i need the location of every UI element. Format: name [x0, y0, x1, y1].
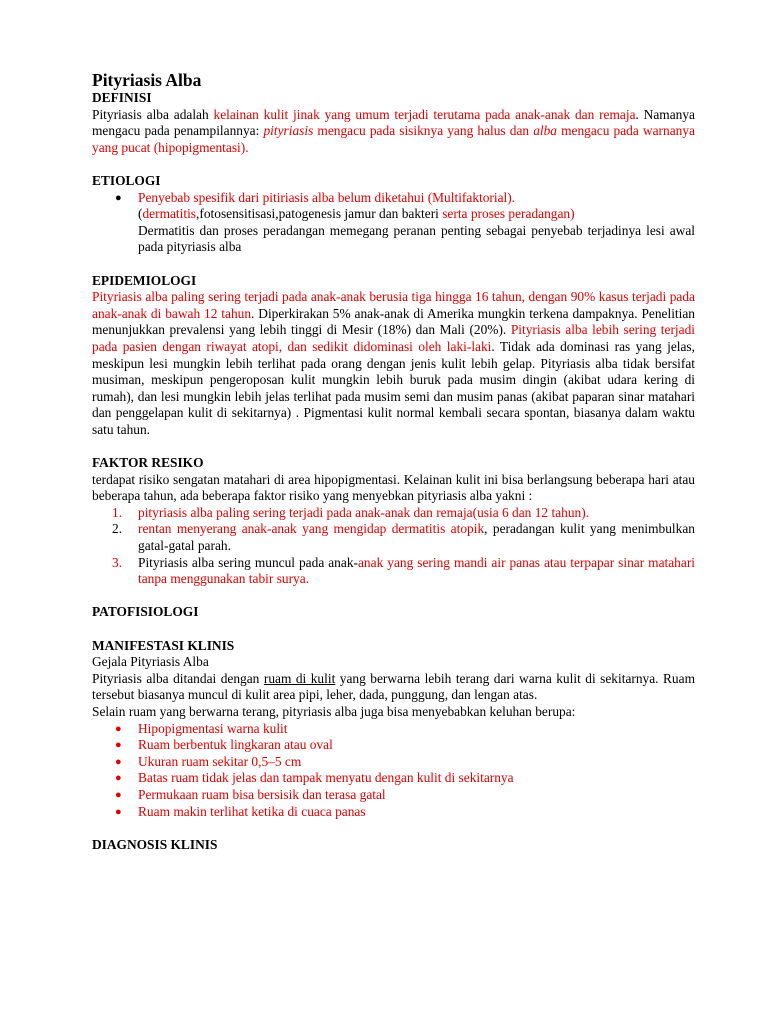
ruam-di-kulit-link[interactable]: ruam di kulit [263, 670, 336, 686]
etiologi-l2b: dermatitis [142, 206, 197, 222]
list-item [92, 770, 695, 787]
etiologi-list [92, 190, 695, 207]
manifestasi-list [92, 721, 695, 821]
epidemiologi-text-2: . Diperkirakan 5% anak-anak di Amerika mungkin terkena dampaknya. Penelitian menunjukkan prevalensi yang lebih tinggi di Mesir (18%) dan Mali (20%). [92, 305, 695, 338]
definisi-text-5: mengacu pada sisiknya yang halus dan [313, 123, 534, 139]
epidemiologi-text-3: Pityriasis alba lebih sering terjadi pada pasien dengan riwayat atopi, dan sedikit didominasi oleh laki-laki [92, 322, 695, 354]
list-number: 1. [112, 504, 123, 520]
manifestasi-bullet-text: Ukuran ruam sekitar 0,5–5 cm [138, 753, 302, 769]
epidemiologi-paragraph [92, 289, 695, 438]
epidemiologi-text-4: . Tidak ada dominasi ras yang jelas, meskipun lesi mungkin lebih terlihat pada orang dengan jenis kulit lebih gelap. Pityriasis alba tidak bersifat musiman, meskipun pengeroposan kulit mungkin lebih buruk pada musim dingin (akibat udara kering di rumah), dan lesi mungkin lebih jelas terlihat pada musim semi dan musim panas (akibat paparan sinar matahari dan penggelapan kulit di sekitarnya) . Pigmentasi kulit normal kembali secara spontan, biasanya dalam waktu satu tahun. [92, 338, 695, 437]
list-number: 3. [112, 554, 123, 570]
manifestasi-p1a: Pityriasis alba ditandai dengan [92, 670, 264, 686]
bullet-dot-icon: ● [115, 755, 122, 768]
definisi-text-7: mengacu pada warnanya yang pucat (hipopigmentasi). [92, 123, 695, 155]
definisi-text-6: alba [533, 123, 557, 139]
list-item [92, 190, 695, 207]
list-item [92, 737, 695, 754]
manifestasi-paragraph-1 [92, 671, 695, 704]
list-item [92, 505, 695, 522]
etiologi-line-3: Dermatitis dan proses peradangan memegang peranan penting sebagai penyebab terjadinya lesi awal pada pityriasis alba [138, 222, 695, 255]
heading-epidemiologi: EPIDEMIOLOGI [92, 272, 197, 288]
definisi-text-4: pityriasis [263, 123, 314, 139]
bullet-dot-icon: ● [115, 191, 122, 204]
list-item [92, 754, 695, 771]
faktor-list [92, 505, 695, 588]
bullet-dot-icon: ● [115, 805, 122, 818]
heading-definisi: DEFINISI [92, 90, 152, 105]
list-item [92, 521, 695, 554]
definisi-paragraph [92, 107, 695, 157]
faktor-item-1-a: pityriasis alba paling sering terjadi pada anak-anak dan remaja(usia 6 dan 12 tahun). [138, 504, 590, 520]
manifestasi-bullet-text: Hipopigmentasi warna kulit [138, 720, 288, 736]
manifestasi-bullet-text: Batas ruam tidak jelas dan tampak menyatu dengan kulit di sekitarnya [138, 770, 514, 786]
heading-etiologi: ETIOLOGI [92, 172, 161, 188]
heading-diagnosis-klinis: DIAGNOSIS KLINIS [92, 836, 218, 852]
manifestasi-subheading: Gejala Pityriasis Alba [92, 654, 209, 670]
bullet-dot-icon: ● [115, 788, 122, 801]
list-item [92, 804, 695, 821]
definisi-text-1: Pityriasis alba adalah [92, 106, 214, 122]
list-item [92, 555, 695, 588]
etiologi-l2d: serta proses peradangan) [442, 206, 575, 222]
manifestasi-bullet-text: Permukaan ruam bisa bersisik dan terasa gatal [138, 786, 386, 802]
bullet-dot-icon: ● [115, 772, 122, 785]
faktor-item-2-b: , peradangan kulit yang menimbulkan gatal-gatal parah. [138, 521, 695, 554]
heading-faktor-resiko: FAKTOR RESIKO [92, 455, 204, 471]
faktor-item-3-a: Pityriasis alba sering muncul pada anak- [138, 554, 358, 570]
document-page [92, 70, 695, 853]
bullet-dot-icon: ● [115, 739, 122, 752]
heading-patofisiologi: PATOFISIOLOGI [92, 604, 199, 620]
definisi-text-3: . Namanya mengacu pada penampilannya: [92, 106, 695, 139]
epidemiologi-text-1: Pityriasis alba paling sering terjadi pada anak-anak berusia tiga hingga 16 tahun, dengan 90% kasus terjadi pada anak-anak di bawah 12 tahun [92, 289, 695, 321]
manifestasi-p1c: yang berwarna lebih terang dari warna kulit di sekitarnya. Ruam tersebut biasanya muncul di kulit area pipi, leher, dada, punggung, dan lengan atas. [92, 670, 695, 703]
etiologi-l2c: ,fotosensitisasi,patogenesis jamur dan bakteri [196, 206, 443, 222]
heading-manifestasi-klinis: MANIFESTASI KLINIS [92, 637, 235, 653]
bullet-dot-icon: ● [115, 722, 122, 735]
list-number: 2. [112, 521, 123, 537]
faktor-intro: terdapat risiko sengatan matahari di area hipopigmentasi. Kelainan kulit ini bisa berlangsung beberapa hari atau beberapa tahun, ada beberapa faktor risiko yang menyebkan pityriasis alba yakni : [92, 471, 695, 504]
definisi-text-2: kelainan kulit jinak yang umum terjadi terutama pada anak-anak dan remaja [213, 106, 636, 122]
manifestasi-paragraph-2: Selain ruam yang berwarna terang, pityriasis alba juga bisa menyebabkan keluhan berupa: [92, 703, 576, 719]
faktor-item-3-b: anak yang sering mandi air panas atau terpapar sinar matahari tanpa menggunakan tabir surya. [138, 554, 695, 587]
document-title: Pityriasis Alba [92, 70, 202, 90]
etiologi-line-2 [92, 206, 695, 223]
list-item [92, 787, 695, 804]
etiologi-l2a: ( [138, 206, 143, 222]
manifestasi-bullet-text: Ruam berbentuk lingkaran atau oval [138, 737, 333, 753]
faktor-item-2-a: rentan menyerang anak-anak yang mengidap dermatitis atopik [138, 521, 485, 537]
list-item [92, 721, 695, 738]
etiologi-bullet-text: Penyebab spesifik dari pitiriasis alba belum diketahui (Multifaktorial). [138, 189, 516, 205]
manifestasi-bullet-text: Ruam makin terlihat ketika di cuaca panas [138, 803, 366, 819]
